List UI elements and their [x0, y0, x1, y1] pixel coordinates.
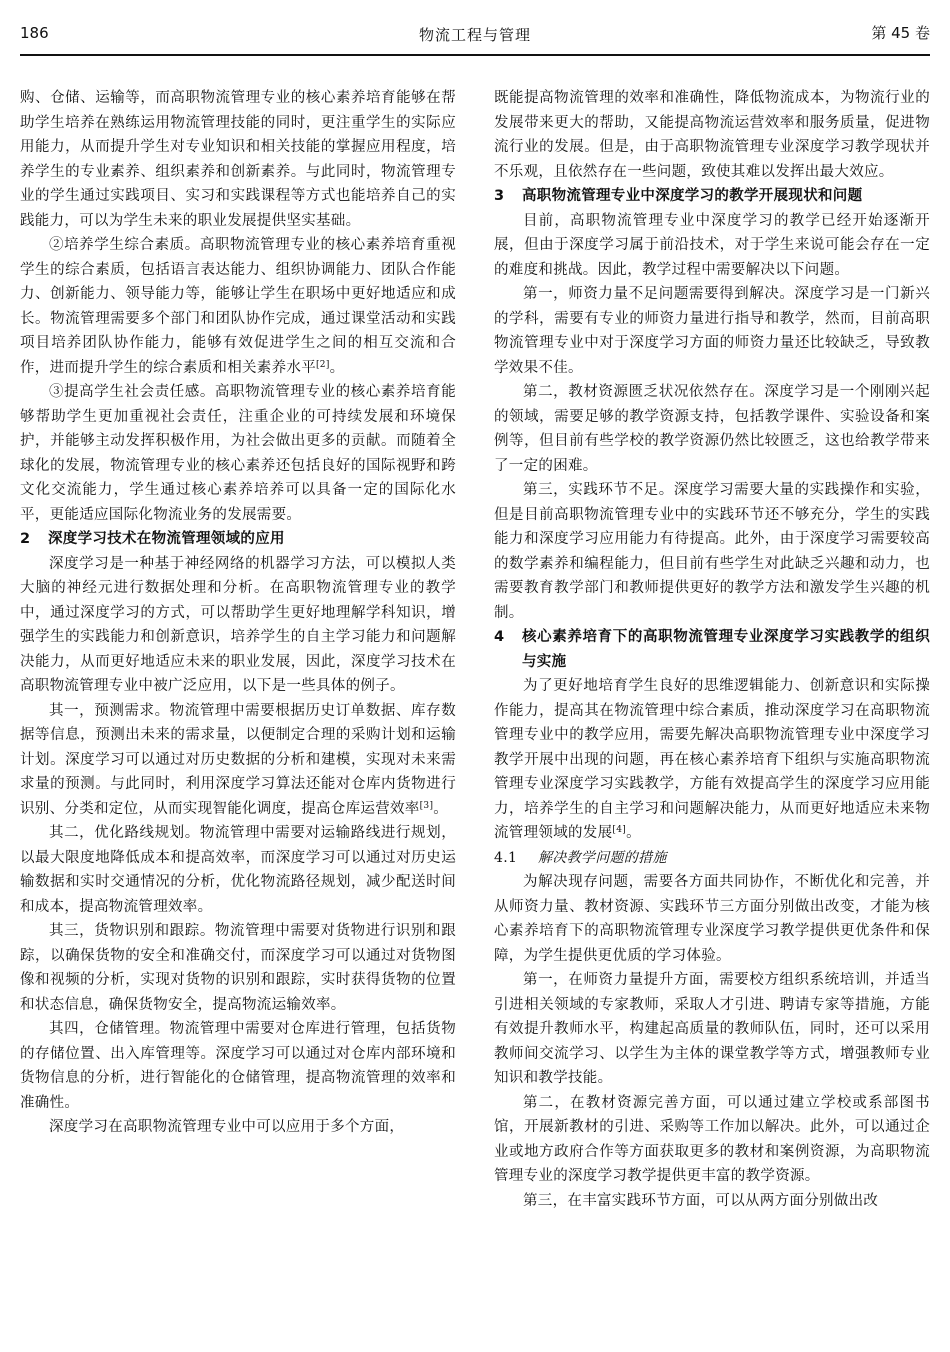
page-number: 186: [20, 24, 49, 42]
section-number: 2: [20, 531, 31, 547]
paragraph: 第三，实践环节不足。深度学习需要大量的实践操作和实验，但是目前高职物流管理专业中的实践环节还不够充分，学生的实践能力和深度学习应用能力有待提高。此外，由于深度学习需要较高的数学素养和编程能力，但目前有些学生对此缺乏兴趣和动力，也需要教育教学部门和教师提供更好的教学方法和激发学生兴趣的机制。: [494, 482, 930, 621]
paragraph-text: ②培养学生综合素质。高职物流管理专业的核心素养培育重视学生的综合素质，包括语言表达能力、组织协调能力、团队合作能力、创新能力、领导能力等，能够让学生在职场中更好地适应和成长。物流管理需要多个部门和团队协作完成，通过课堂活动和实践项目培养团队协作能力，能够有效促进学生之间的相互交流和合作，进而提升学生的综合素质和相关素养水平: [20, 237, 456, 376]
paragraph: [494, 674, 930, 846]
left-column: [20, 86, 456, 1140]
paragraph: 购、仓储、运输等，而高职物流管理专业的核心素养培育能够在帮助学生培养在熟练运用物流管理技能的同时，更注重学生的实际应用能力，从而提升学生对专业知识和相关技能的掌握应用程度，培养学生的专业素养、组织素养和创新素养。与此同时，物流管理专业的学生通过实践项目、实习和实践课程等方式也能培养自己的实践能力，可以为学生未来的职业发展提供坚实基础。: [20, 90, 456, 229]
paragraph-text: 其一，预测需求。物流管理中需要根据历史订单数据、库存数据等信息，预测出未来的需求量，以便制定合理的采购计划和运输计划。深度学习可以通过对历史数据的分析和建模，实现对未来需求量的预测。与此同时，利用深度学习算法还能对仓库内货物进行识别、分类和定位，从而实现智能化调度，提高仓库运营效率: [20, 702, 456, 817]
paragraph: 既能提高物流管理的效率和准确性，降低物流成本，为物流行业的发展带来更大的帮助，又能提高物流运营效率和服务质量，促进物流行业的发展。但是，由于高职物流管理专业深度学习教学现状并不乐观，且依然存在一些问题，致使其难以发挥出最大效应。: [494, 90, 930, 180]
section-number: 3: [494, 188, 505, 204]
right-column: [494, 86, 930, 1213]
paragraph: [20, 233, 456, 380]
paragraph: 深度学习是一种基于神经网络的机器学习方法，可以模拟人类大脑的神经元进行数据处理和分析。在高职物流管理专业的教学中，通过深度学习的方式，可以帮助学生更好地理解学科知识，增强学生的实践能力和创新意识，培养学生的自主学习能力和问题解决能力，从而更好地适应未来的职业发展，因此，深度学习技术在高职物流管理专业中被广泛应用，以下是一些具体的例子。: [20, 555, 456, 694]
paragraph: 第二，教材资源匮乏状况依然存在。深度学习是一个刚刚兴起的领域，需要足够的教学资源支持，包括教学课件、实验设备和案例等，但目前有些学校的教学资源仍然比较匮乏，这也给教学带来了一定的困难。: [494, 384, 930, 474]
journal-title: 物流工程与管理: [418, 26, 531, 44]
paragraph: 其三，货物识别和跟踪。物流管理中需要对货物进行识别和跟踪，以确保货物的安全和准确交付，而深度学习可以通过对货物图像和视频的分析，实现对货物的识别和跟踪，实时获得货物的位置和状态信息，确保货物安全，提高物流运输效率。: [20, 923, 456, 1013]
paragraph: 第一，在师资力量提升方面，需要校方组织系统培训，并适当引进相关领域的专家教师，采取人才引进、聘请专家等措施，方能有效提升教师水平，构建起高质量的教师队伍，同时，还可以采用教师间交流学习、以学生为主体的课堂教学等方式，增强教师专业知识和教学技能。: [494, 972, 930, 1086]
paragraph-end: 。: [626, 825, 641, 841]
paragraph: [20, 699, 456, 822]
subsection-title: 解决教学问题的措施: [538, 849, 667, 866]
section-heading-4: [494, 625, 930, 674]
paragraph: 其四，仓储管理。物流管理中需要对仓库进行管理，包括货物的存储位置、出入库管理等。深度学习可以通过对仓库内部环境和货物信息的分析，进行智能化的仓储管理，提高物流管理的效率和准确性。: [20, 1021, 456, 1111]
paragraph: 其二，优化路线规划。物流管理中需要对运输路线进行规划，以最大限度地降低成本和提高效率，而深度学习可以通过对历史运输数据和实时交通情况的分析，优化物流路径规划，减少配送时间和成本，提高物流管理效率。: [20, 825, 456, 915]
paragraph-text: 为了更好地培育学生良好的思维逻辑能力、创新意识和实际操作能力，提高其在物流管理中综合素质，推动深度学习在高职物流管理专业中的教学应用，需要先解决高职物流管理专业中深度学习教学开展中出现的问题，再在核心素养培育下组织与实施高职物流管理专业深度学习实践教学，方能有效提高学生的深度学习应用能力，培养学生的自主学习和问题解决能力，从而更好地适应未来物流管理领域的发展: [494, 678, 930, 841]
paragraph: ③提高学生社会责任感。高职物流管理专业的核心素养培育能够帮助学生更加重视社会责任，注重企业的可持续发展和环境保护，并能够主动发挥积极作用，为社会做出更多的贡献。而随着全球化的发展，物流管理专业的核心素养还包括良好的国际视野和跨文化交流能力，学生通过核心素养培养可以具备一定的国际化水平，更能适应国际化物流业务的发展需要。: [20, 384, 456, 523]
running-header: [20, 10, 930, 56]
citation-ref: [2]: [316, 359, 330, 370]
section-title: 深度学习技术在物流管理领域的应用: [48, 531, 285, 547]
section-heading-3: [494, 184, 930, 209]
section-heading-2: [20, 527, 456, 552]
paragraph: 第二，在教材资源完善方面，可以通过建立学校或系部图书馆，开展新教材的引进、采购等工作加以解决。此外，可以通过企业或地方政府合作等方面获取更多的教材和案例资源，为高职物流管理专业的深度学习教学提供更丰富的教学资源。: [494, 1094, 930, 1184]
section-number: 4: [494, 629, 505, 645]
citation-ref: [4]: [612, 825, 627, 835]
paragraph: 深度学习在高职物流管理专业中可以应用于多个方面，: [49, 1119, 405, 1135]
section-title: 高职物流管理专业中深度学习的教学开展现状和问题: [522, 188, 863, 204]
paragraph: 第一，师资力量不足问题需要得到解决。深度学习是一门新兴的学科，需要有专业的师资力量进行指导和教学，然而，目前高职物流管理专业中对于深度学习方面的师资力量还比较缺乏，导致教学效果不佳。: [494, 286, 930, 376]
citation-ref: [3]: [419, 800, 434, 811]
subsection-number: 4.1: [494, 849, 518, 866]
paragraph-end: 。: [433, 800, 449, 817]
section-title: 核心素养培育下的高职物流管理专业深度学习实践教学的组织与实施: [522, 629, 930, 670]
paragraph-end: 。: [329, 359, 345, 376]
subsection-heading-4-1: [494, 846, 930, 871]
volume-label: 第 45 卷: [871, 24, 930, 42]
paragraph: 为解决现存问题，需要各方面共同协作，不断优化和完善，并从师资力量、教材资源、实践环节三方面分别做出改变，才能为核心素养培育下的高职物流管理专业深度学习教学提供更优条件和保障，为学生提供更优质的学习体验。: [494, 874, 930, 964]
paragraph: 第三，在丰富实践环节方面，可以从两方面分别做出改: [523, 1192, 879, 1209]
paragraph: 目前，高职物流管理专业中深度学习的教学已经开始逐渐开展，但由于深度学习属于前沿技术，对于学生来说可能会存在一定的难度和挑战。因此，教学过程中需要解决以下问题。: [494, 212, 930, 278]
